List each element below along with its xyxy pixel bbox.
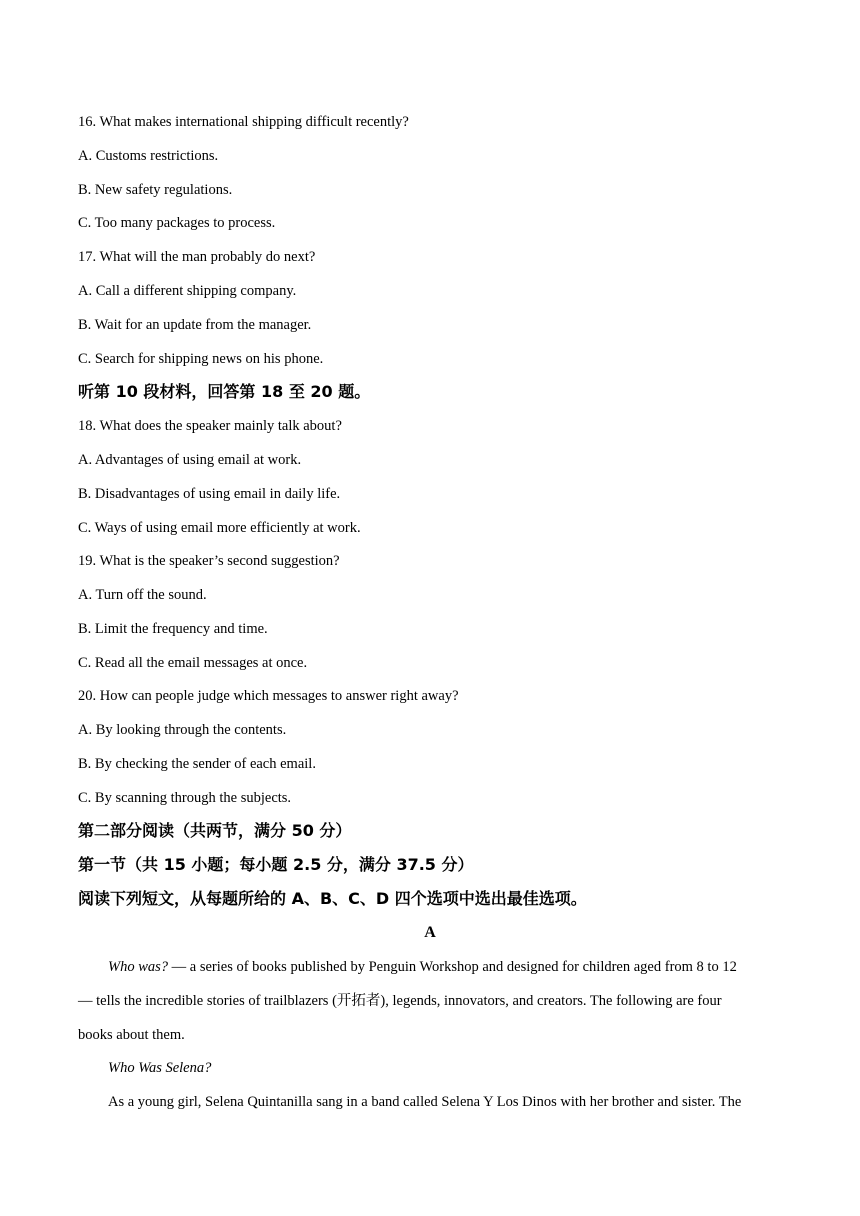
q18-option-c: C. Ways of using email more efficiently at work. (78, 520, 361, 536)
q18-option-a: A. Advantages of using email at work. (78, 452, 302, 468)
question-19: 19. What is the speaker’s second suggestion? (78, 553, 340, 569)
intro-line-1-text: — a series of books published by Penguin Workshop and designed for children aged from 8 to 12 (168, 959, 737, 975)
part-two-heading: 第二部分阅读（共两节，满分 50 分） (78, 821, 352, 840)
q17-option-c: C. Search for shipping news on his phone. (78, 351, 324, 367)
q17-option-a: A. Call a different shipping company. (78, 283, 297, 299)
q20-option-c: C. By scanning through the subjects. (78, 790, 292, 806)
series-title: Who was? (108, 959, 169, 975)
book-1-title: Who Was Selena? (108, 1060, 212, 1076)
question-18: 18. What does the speaker mainly talk about? (78, 418, 342, 434)
q19-option-b: B. Limit the frequency and time. (78, 621, 268, 637)
q17-option-b: B. Wait for an update from the manager. (78, 317, 312, 333)
question-16: 16. What makes international shipping difficult recently? (78, 114, 409, 130)
passage-intro-line-3: books about them. (78, 1027, 185, 1043)
reading-instruction: 阅读下列短文，从每题所给的 A、B、C、D 四个选项中选出最佳选项。 (78, 889, 587, 908)
passage-intro-line-1 (108, 957, 737, 977)
section-10-heading: 听第 10 段材料，回答第 18 至 20 题。 (78, 382, 371, 401)
q16-option-a: A. Customs restrictions. (78, 148, 219, 164)
section-one-heading: 第一节（共 15 小题；每小题 2.5 分，满分 37.5 分） (78, 855, 474, 874)
q16-option-c: C. Too many packages to process. (78, 215, 276, 231)
passage-intro-line-2: — tells the incredible stories of trailblazers (开拓者), legends, innovators, and creators. The following are four (78, 993, 722, 1009)
question-20: 20. How can people judge which messages to answer right away? (78, 688, 459, 704)
q19-option-c: C. Read all the email messages at once. (78, 655, 308, 671)
q20-option-b: B. By checking the sender of each email. (78, 756, 316, 772)
q20-option-a: A. By looking through the contents. (78, 722, 287, 738)
question-17: 17. What will the man probably do next? (78, 249, 316, 265)
q19-option-a: A. Turn off the sound. (78, 587, 207, 603)
passage-label: A (424, 924, 436, 941)
q16-option-b: B. New safety regulations. (78, 182, 233, 198)
book-1-text-line-1: As a young girl, Selena Quintanilla sang in a band called Selena Y Los Dinos with her brother and sister. The (108, 1094, 742, 1110)
q18-option-b: B. Disadvantages of using email in daily life. (78, 486, 341, 502)
